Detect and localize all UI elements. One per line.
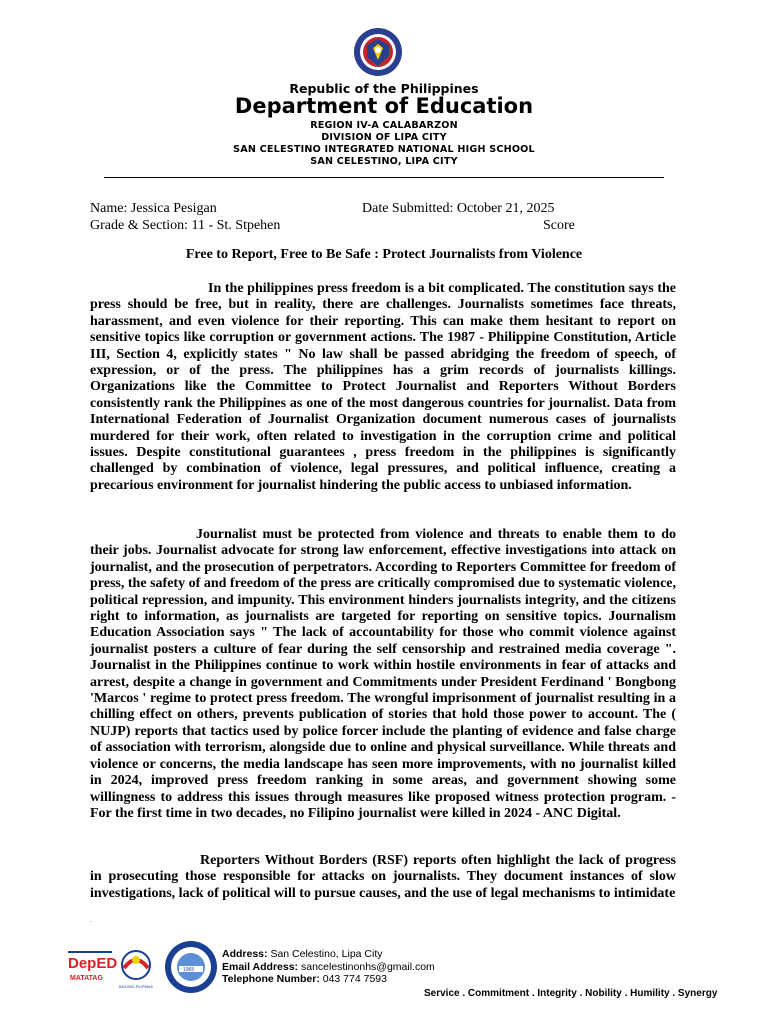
matatag-text: MATATAG xyxy=(70,975,103,982)
score-label: Score xyxy=(543,218,575,233)
location-line: SAN CELESTINO, LIPA CITY xyxy=(310,156,458,167)
student-name: Name: Jessica Pesigan xyxy=(90,201,217,216)
phone-label: Telephone Number: xyxy=(222,973,320,985)
paragraph-2: Journalist must be protected from violence and threats to enable them to do their jobs. Journalist advocate for strong law enforcement, effective investigations into attack on journalist, and the prosecution of perpetrators. According to Reporters Committee for freedom of press, the safety of and freedom of the press are critically compromised due to systematic violence, political repression, and impunity. This environment hinders journalists integrity, and the citizens right to information, as journalists are targeted for reporting on sensitive topics. Journalism Education Association says " The lack of accountability for those who commit violence against journalist posters a culture of fear during the self censorship and restrained media coverage ". Journalist in the Philippines continue to work within hostile environments in fear of attacks and arrest, despite a change in government and Commitments under President Ferdinand ' Bongbong 'Marcos ' regime to protect press freedom. The wrongful imprisonment of journalist resulting in a chilling effect on others, prevents publication of stories that hold those power to account. The ( NUJP) reports that tactics used by police forcer include the planting of evidence and false charge of association with terrorism, alongside due to online and physical surveillance. While threats and violence or concerns, the media landscape has seen more improvements, with no journalist killed in 2024, improved press freedom ranking in some areas, and government showing some willingness to address this issues through measures like proposed witness protection program. - For the first time in two decades, no Filipino journalist were killed in 2024 - ANC Digital. xyxy=(90,527,676,821)
school-year-text: 1965 xyxy=(183,967,195,973)
division-line: DIVISION OF LIPA CITY xyxy=(321,132,447,143)
republic-line: Republic of the Philippines xyxy=(289,81,479,96)
school-line: SAN CELESTINO INTEGRATED NATIONAL HIGH SCHOOL xyxy=(233,144,535,155)
address-line xyxy=(222,948,435,961)
bagong-pilipinas-logo xyxy=(119,951,154,989)
footer-logos xyxy=(66,938,220,996)
deped-seal-logo xyxy=(347,26,409,78)
footer-contact xyxy=(222,948,435,986)
paragraph-3: Reporters Without Borders (RSF) reports often highlight the lack of progress in prosecuting those responsible for attacks on journalists. They document instances of slow investigations, lack of political will to pursue causes, and the use of legal mechanisms to intimidate xyxy=(90,853,676,901)
grade-section: Grade & Section: 11 - St. Stpehen xyxy=(90,218,281,233)
region-line: REGION IV-A CALABARZON xyxy=(310,120,458,131)
email-line xyxy=(222,961,435,974)
phone-value: 043 774 7593 xyxy=(322,973,387,985)
bagong-pilipinas-text: BAGONG PILIPINAS xyxy=(119,985,153,989)
phone-line xyxy=(222,973,435,986)
paragraph-1: In the philippines press freedom is a bit complicated. The constitution says the press should be free, but in reality, there are challenges. Journalists sometimes face threats, harassment, and even violence for their reporting. This can make them hesitant to report on sensitive topics like corruption or government actions. The 1987 - Philippine Constitution, Article III, Section 4, explicitly states " No law shall be passed abridging the freedom of speech, of expression, or of the press. The philippines has a grim records of journalists killings. Organizations like the Committee to Protect Journalist and Reporters Without Borders consistently rank the Philippines as one of the most dangerous countries for journalist. Data from International Federation of Journalist Organization document numerous cases of journalists murdered for their work, often related to investigation in the corruption crime and political issues. Despite constitutional guarantees , press freedom in the philippines is significantly challenged by combination of violence, legal pressures, and political influence, creating a precarious environment for journalist hindering the public access to unbiased information. xyxy=(90,281,676,493)
school-seal-logo xyxy=(165,941,217,993)
department-title: Department of Education xyxy=(234,94,534,118)
deped-matatag-logo xyxy=(68,951,117,982)
deped-logo-text: DepED xyxy=(68,955,118,972)
address-label: Address: xyxy=(222,948,268,960)
stray-mark: . xyxy=(90,915,92,924)
date-submitted: Date Submitted: October 21, 2025 xyxy=(362,201,555,216)
email-label: Email Address: xyxy=(222,960,299,973)
address-value: San Celestino, Lipa City xyxy=(270,948,383,960)
school-motto: Service . Commitment . Integrity . Nobility . Humility . Synergy xyxy=(424,988,718,999)
essay-title: Free to Report, Free to Be Safe : Protect Journalists from Violence xyxy=(185,247,583,262)
header-divider xyxy=(104,177,664,178)
email-value: sancelestinonhs@gmail.com xyxy=(300,960,435,973)
